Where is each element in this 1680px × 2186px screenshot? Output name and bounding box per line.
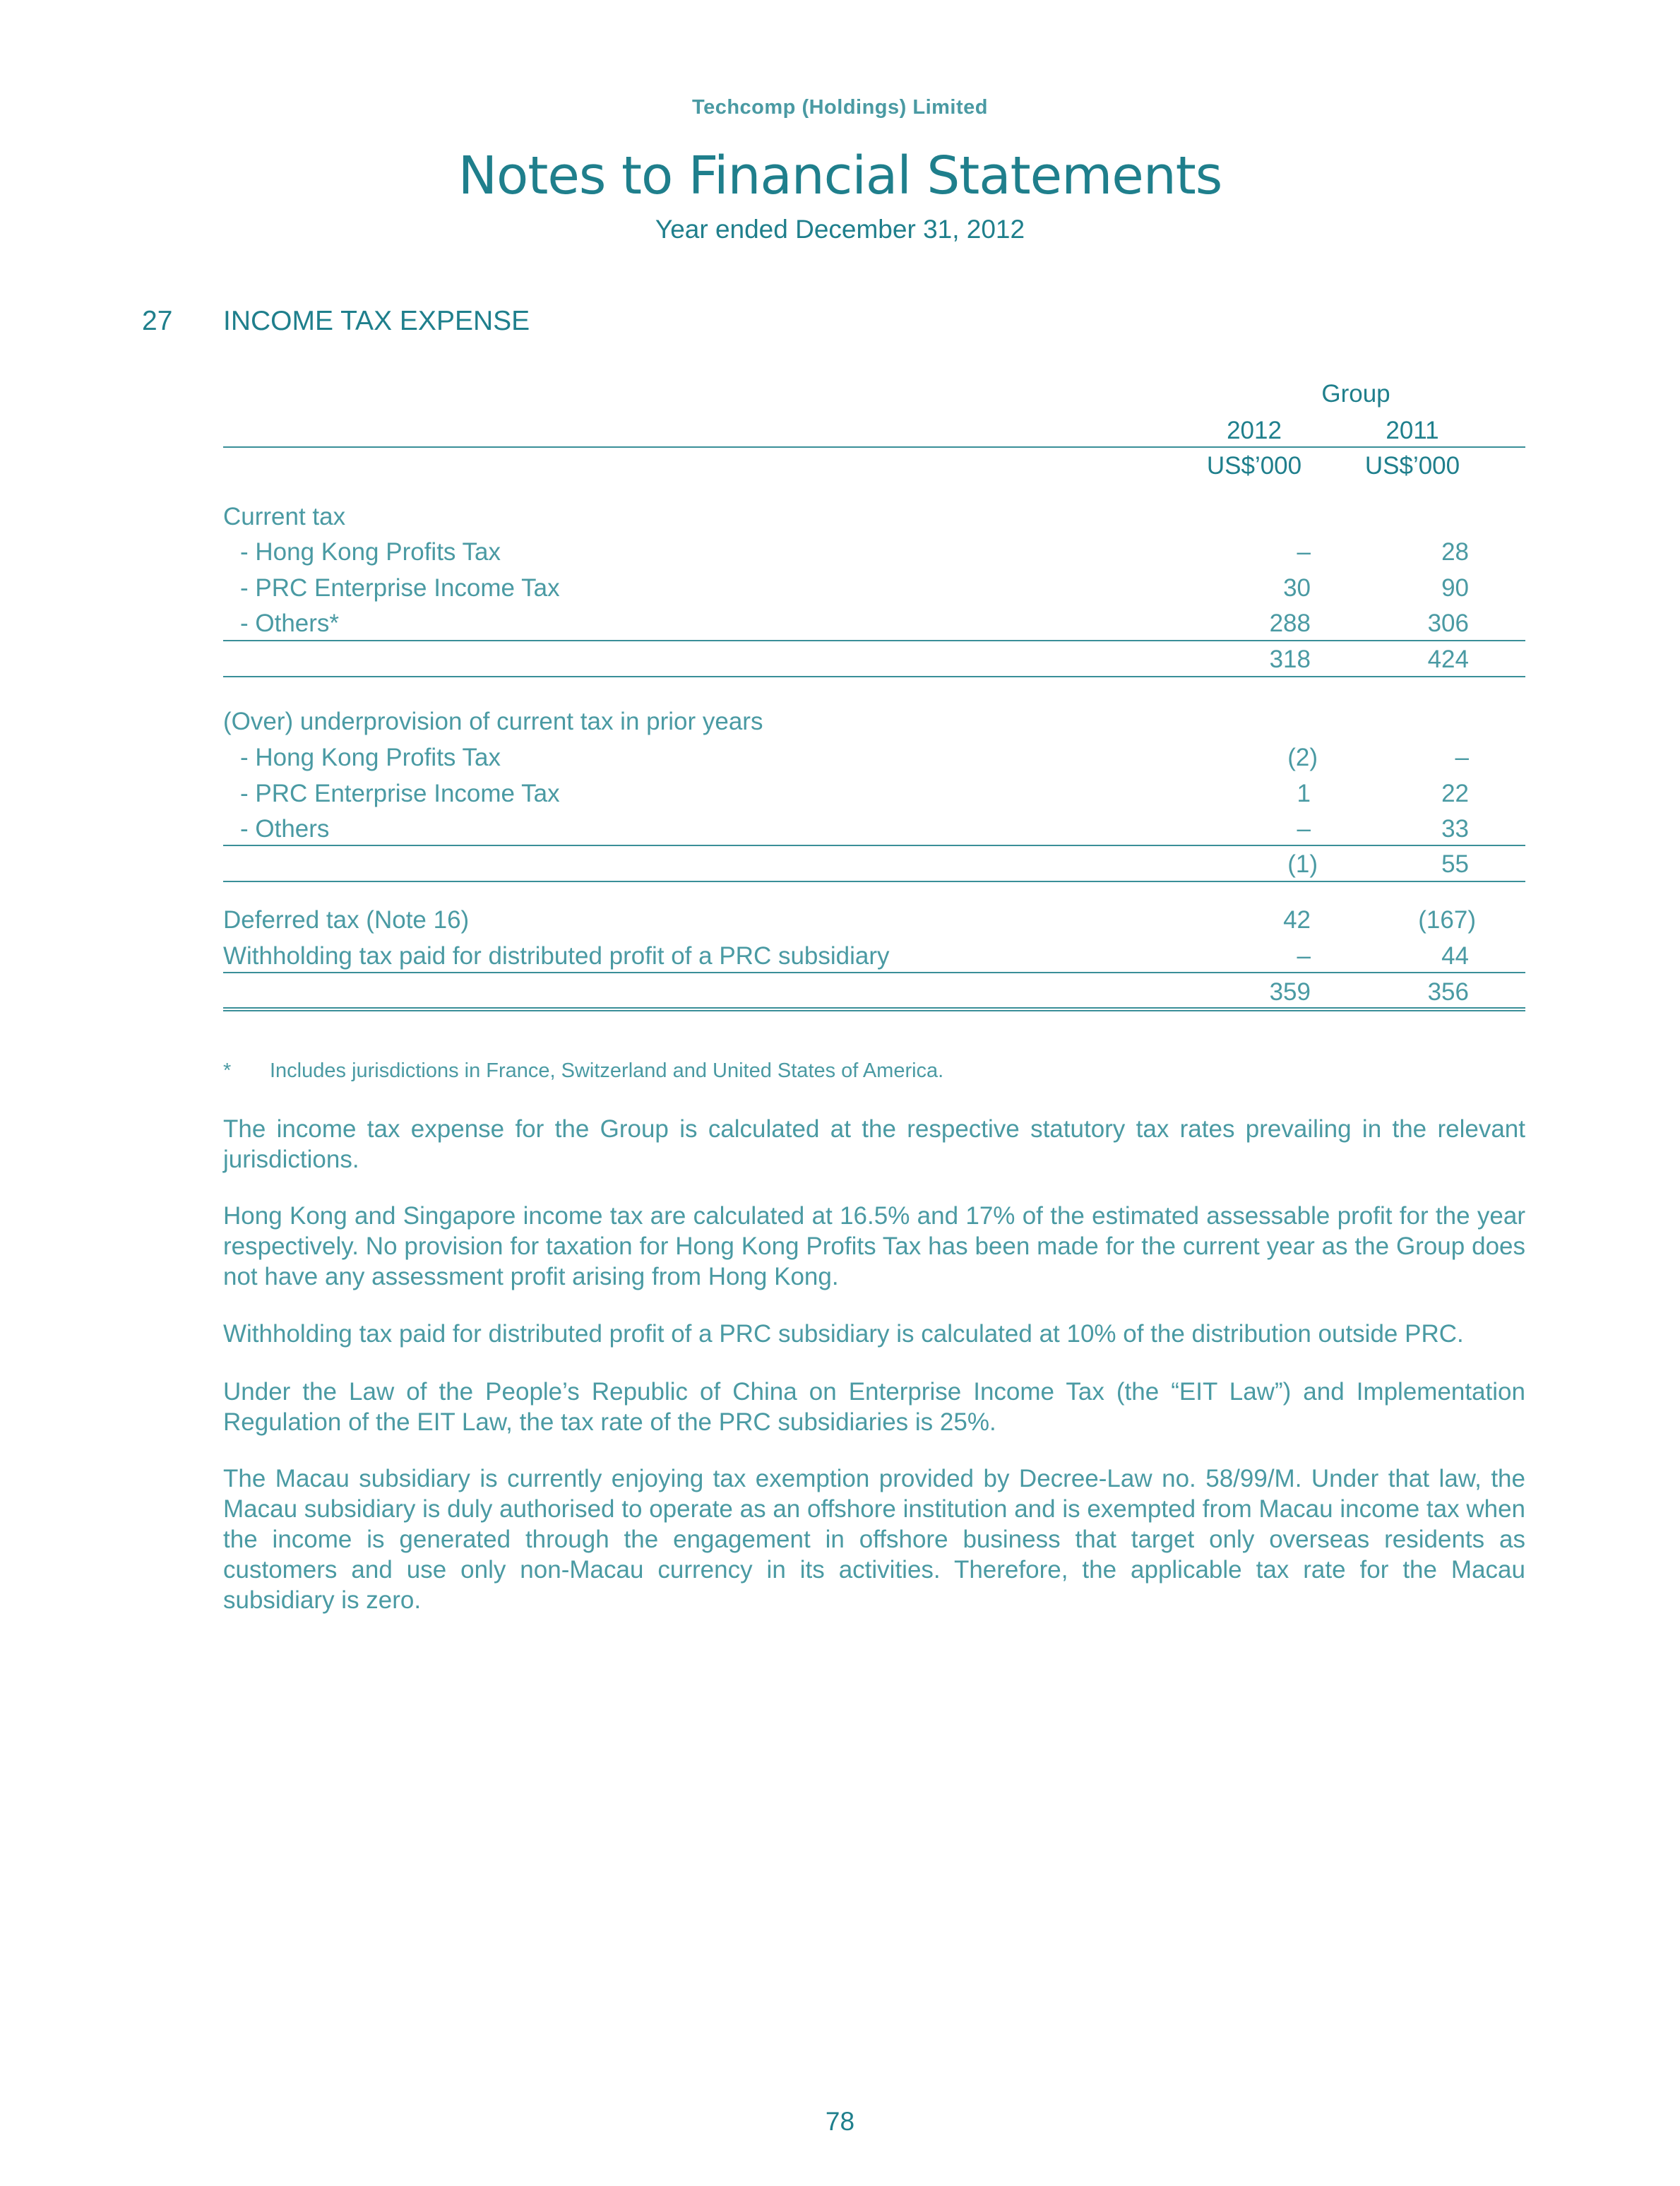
total-2011: 356 <box>1427 978 1469 1006</box>
page-number: 78 <box>825 2107 855 2136</box>
total-divider-top <box>223 972 1525 973</box>
subtotal-2012: 318 <box>1269 646 1311 673</box>
subtotal-divider-top <box>223 640 1525 641</box>
value-2012: 1 <box>1297 780 1311 807</box>
value-2011: (167) <box>1418 906 1476 934</box>
row-label: - PRC Enterprise Income Tax <box>240 574 560 602</box>
paragraph: Hong Kong and Singapore income tax are calculated at 16.5% and 17% of the estimated assessable profit for the year respectively. No provision for taxation for Hong Kong Profits Tax has been made for the current year as the Group does not have any assessment profit arising from Hong Kong. <box>223 1202 1525 1290</box>
note-title: INCOME TAX EXPENSE <box>223 306 530 336</box>
value-2012: – <box>1297 538 1311 566</box>
row-label: - Hong Kong Profits Tax <box>240 538 501 566</box>
company-name: Techcomp (Holdings) Limited <box>692 96 988 119</box>
value-2012: – <box>1297 942 1311 970</box>
row-label: Deferred tax (Note 16) <box>223 906 470 934</box>
value-2011: 33 <box>1441 815 1469 843</box>
value-2012: 30 <box>1283 574 1311 602</box>
row-label: - Hong Kong Profits Tax <box>240 744 501 771</box>
page-title: Notes to Financial Statements <box>458 145 1222 206</box>
note-number: 27 <box>142 306 173 336</box>
paragraph: Withholding tax paid for distributed profit of a PRC subsidiary is calculated at 10% of the distribution outside PRC. <box>223 1320 1464 1348</box>
paragraph: Under the Law of the People’s Republic of China on Enterprise Income Tax (the “EIT Law”) and Implementation Regulation of the EIT Law, the tax rate of the PRC subsidiaries is 25%. <box>223 1378 1525 1436</box>
column-year-2011: 2011 <box>1386 417 1439 444</box>
column-unit-2012: US$’000 <box>1206 452 1302 480</box>
value-2012: 42 <box>1283 906 1311 934</box>
value-2011: 306 <box>1427 610 1469 637</box>
column-group-label: Group <box>1321 380 1390 408</box>
page-subtitle: Year ended December 31, 2012 <box>655 215 1025 244</box>
value-2011: 22 <box>1441 780 1469 807</box>
paragraph: The Macau subsidiary is currently enjoying tax exemption provided by Decree-Law no. 58/99/M. Under that law, the Macau subsidiary is duly authorised to operate as an offshore institution and is exempted from Macau income tax when the income is generated through the engagement in offshore business that target only overseas residents as customers and use only non-Macau currency in its activities. Therefore, the applicable tax rate for the Macau subsidiary is zero. <box>223 1465 1525 1614</box>
footnote <box>223 1059 943 1083</box>
value-2011: 28 <box>1441 538 1469 566</box>
column-unit-2011: US$’000 <box>1364 452 1460 480</box>
row-label: - Others* <box>240 610 340 637</box>
subtotal-divider-bottom <box>223 881 1525 882</box>
header-divider <box>223 446 1525 448</box>
paragraph: The income tax expense for the Group is calculated at the respective statutory tax rates prevailing in the relevant jurisdictions. <box>223 1115 1525 1173</box>
row-label: Withholding tax paid for distributed profit of a PRC subsidiary <box>223 942 890 970</box>
total-2012: 359 <box>1269 978 1311 1006</box>
value-2011: 44 <box>1441 942 1469 970</box>
subtotal-divider-bottom <box>223 676 1525 677</box>
subtotal-2011: 424 <box>1427 646 1469 673</box>
footnote-text: Includes jurisdictions in France, Switzerland and United States of America. <box>270 1059 944 1082</box>
total-double-underline <box>223 1007 1525 1011</box>
value-2011: 90 <box>1441 574 1469 602</box>
subtotal-divider-top <box>223 845 1525 846</box>
value-2011: – <box>1455 744 1469 771</box>
prior-years-heading: (Over) underprovision of current tax in prior years <box>223 708 763 735</box>
subtotal-2011: 55 <box>1441 850 1469 878</box>
subtotal-2012: (1) <box>1287 850 1318 878</box>
row-label: - Others <box>240 815 330 843</box>
row-label: - PRC Enterprise Income Tax <box>240 780 560 807</box>
value-2012: – <box>1297 815 1311 843</box>
footnote-marker: * <box>223 1059 232 1082</box>
current-tax-heading: Current tax <box>223 503 346 530</box>
column-year-2012: 2012 <box>1227 417 1282 444</box>
value-2012: (2) <box>1287 744 1318 771</box>
value-2012: 288 <box>1269 610 1311 637</box>
